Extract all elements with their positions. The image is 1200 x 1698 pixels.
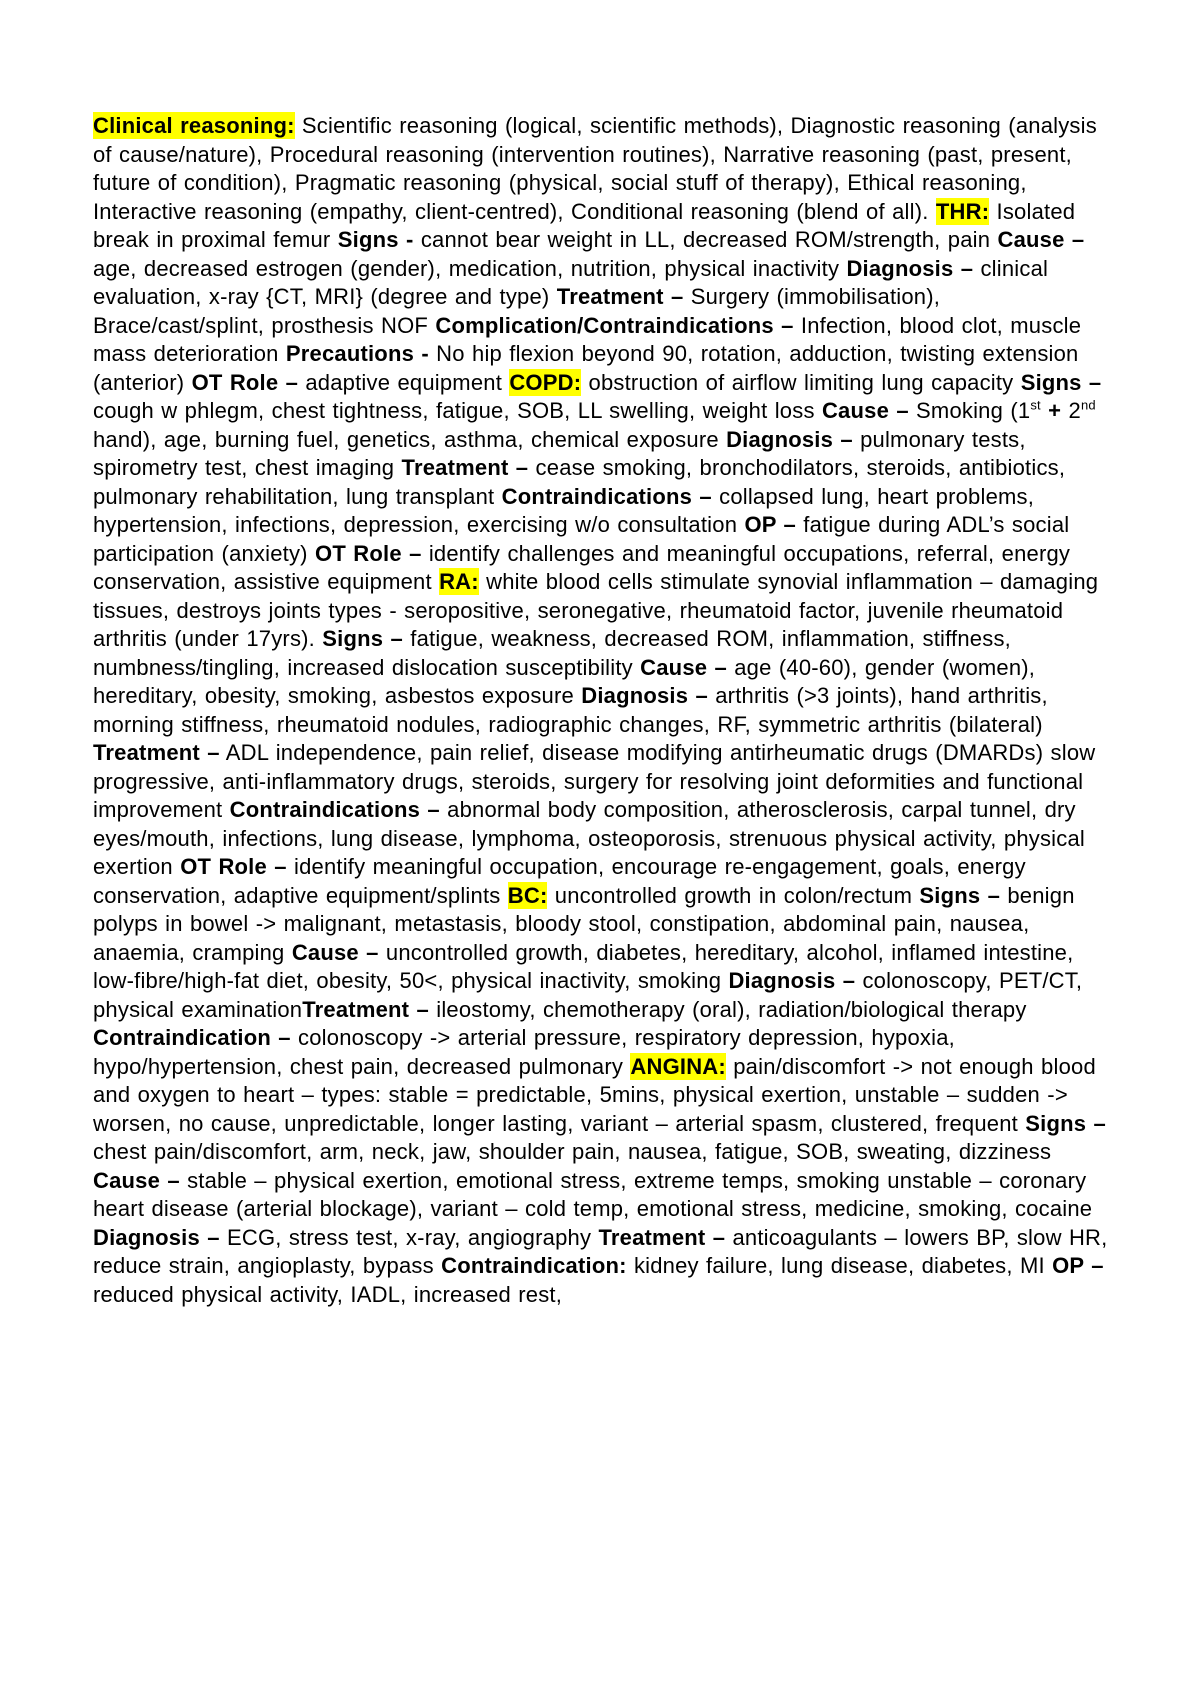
body-text-run: cannot bear weight in LL, decreased ROM/strength, pain — [413, 227, 998, 252]
highlighted-key-term: RA: — [439, 569, 479, 594]
body-text-run: reduced physical activity, IADL, increased rest, — [93, 1281, 563, 1307]
bold-subheading: Signs - — [337, 227, 414, 252]
bold-subheading: + — [1048, 398, 1062, 423]
bold-subheading: Diagnosis – — [726, 426, 853, 452]
body-text-run: ECG, stress test, x-ray, angiography — [219, 1224, 599, 1250]
body-text-run: hand), age, burning fuel, genetics, asthma, chemical exposure — [93, 426, 727, 452]
highlighted-key-term: ANGINA: — [630, 1053, 726, 1079]
bold-subheading: Treatment – — [401, 455, 529, 480]
body-text-run: cease smoking, bronchodilators, steroids, antibiotics, pulmonary rehabilitation, lung transplant — [93, 455, 1066, 509]
body-text-run: kidney failure, lung disease, diabetes, MI — [626, 1253, 1053, 1278]
body-text-run: cough w phlegm, chest tightness, fatigue, SOB, LL swelling, weight loss — [93, 398, 822, 423]
highlighted-key-term: COPD: — [509, 369, 582, 395]
body-text-run: abnormal body composition, atherosclerosis, carpal tunnel, dry eyes/mouth, infections, lung disease, lymphoma, osteoporosis, strenuous physical activity, physical exertion — [93, 797, 1085, 879]
bold-subheading: Signs – — [322, 626, 403, 651]
highlighted-key-term: Clinical reasoning: — [93, 113, 295, 138]
bold-subheading: Contraindication – — [93, 1025, 291, 1050]
body-text-run: ADL independence, pain relief, disease modifying antirheumatic drugs (DMARDs) slow progressive, anti-inflammatory drugs, steroids, surgery for resolving joint deformities and functional improvement — [93, 740, 1096, 822]
body-text-run: identify meaningful occupation, encourage re-engagement, goals, energy conservation, adaptive equipment/splints — [93, 854, 1026, 908]
body-text-run: chest pain/discomfort, arm, neck, jaw, shoulder pain, nausea, fatigue, SOB, sweating, dizziness — [93, 1139, 1052, 1164]
bold-subheading: Cause – — [93, 1167, 180, 1193]
highlighted-key-term: THR: — [935, 198, 990, 224]
bold-subheading: Treatment – — [598, 1224, 726, 1250]
bold-subheading: Complication/Contraindications – — [435, 312, 794, 338]
body-text-run: ileostomy, chemotherapy (oral), radiation/biological therapy — [428, 996, 1027, 1022]
body-text-run: benign polyps in bowel -> malignant, metastasis, bloody stool, constipation, abdominal pain, nausea, anaemia, cramping — [93, 882, 1075, 965]
body-text-run: uncontrolled growth in colon/rectum — [547, 882, 920, 908]
body-text-run: age, decreased estrogen (gender), medication, nutrition, physical inactivity — [93, 255, 847, 281]
body-text-run: obstruction of airflow limiting lung capacity — [581, 369, 1021, 395]
body-text-run: Surgery (immobilisation), Brace/cast/splint, prosthesis NOF — [93, 284, 941, 338]
bold-subheading: Diagnosis – — [728, 968, 856, 993]
bold-subheading: OP – — [744, 512, 796, 537]
body-text-run: Infection, blood clot, muscle mass deterioration — [93, 312, 1082, 366]
body-text-run: white blood cells stimulate synovial inflammation – damaging tissues, destroys joints types - seropositive, seronegative, rheumatoid factor, juvenile rheumatoid arthritis (under 17yrs). — [93, 569, 1099, 651]
body-text-run: Smoking (1 — [908, 398, 1031, 423]
bold-subheading: Treatment – — [93, 740, 220, 765]
body-text-run: fatigue, weakness, decreased ROM, inflammation, stiffness, numbness/tingling, increased dislocation susceptibility — [93, 626, 1011, 680]
body-text-run: pulmonary tests, spirometry test, chest imaging — [93, 426, 1026, 480]
body-text-run: 2 — [1061, 398, 1081, 423]
body-text-run: colonoscopy, PET/CT, physical examination — [93, 968, 1083, 1022]
bold-subheading: OP – — [1052, 1253, 1104, 1278]
bold-subheading: Contraindications – — [229, 797, 440, 822]
bold-subheading: Signs – — [1025, 1110, 1106, 1136]
bold-subheading: OT Role – — [191, 369, 299, 395]
bold-subheading: Diagnosis – — [581, 683, 708, 708]
body-text-run: pain/discomfort -> not enough blood and oxygen to heart – types: stable = predictable, 5mins, physical exertion, unstable – sudden -> worsen, no cause, unpredictable, longer lasting, variant – arterial spasm, clustered, frequent — [93, 1053, 1096, 1136]
bold-subheading: Signs – — [1020, 369, 1102, 395]
highlighted-key-term: BC: — [507, 882, 548, 908]
superscript-text: nd — [1080, 397, 1096, 413]
body-text-run: identify challenges and meaningful occupations, referral, energy conservation, assistive equipment — [93, 540, 1071, 594]
bold-subheading: Cause – — [821, 398, 909, 423]
body-text-run: fatigue during ADL’s social participation (anxiety) — [93, 512, 1070, 566]
bold-subheading: Cause – — [640, 654, 727, 680]
body-text-run: anticoagulants – lowers BP, slow HR, reduce strain, angioplasty, bypass — [93, 1224, 1108, 1278]
clinical-reasoning-notes-paragraph — [93, 112, 1109, 1309]
body-text-run: Isolated break in proximal femur — [93, 198, 1076, 252]
body-text-run: stable – physical exertion, emotional stress, extreme temps, smoking unstable – coronary heart disease (arterial blockage), variant – cold temp, emotional stress, medicine, smoking, cocaine — [93, 1167, 1093, 1221]
body-text-run: arthritis (>3 joints), hand arthritis, morning stiffness, rheumatoid nodules, radiographic changes, RF, symmetric arthritis (bilateral) — [93, 683, 1048, 737]
bold-subheading: Precautions - — [285, 341, 429, 366]
superscript-text: st — [1030, 397, 1041, 413]
bold-subheading: Contraindication: — [441, 1253, 627, 1278]
body-text-run: age (40-60), gender (women), hereditary, obesity, smoking, asbestos exposure — [93, 654, 1036, 708]
body-text-run: collapsed lung, heart problems, hypertension, infections, depression, exercising w/o consultation — [93, 483, 1035, 537]
bold-subheading: OT Role – — [315, 540, 422, 566]
bold-subheading: Cause – — [291, 939, 379, 965]
bold-subheading: Treatment – — [302, 996, 429, 1022]
body-text-run: Scientific reasoning (logical, scientific methods), Diagnostic reasoning (analysis of cause/nature), Procedural reasoning (intervention routines), Narrative reasoning (past, present, future of condition), Pragmatic reasoning (physical, social stuff of therapy), Ethical reasoning, Interactive reasoning (empathy, client-centred), Conditional reasoning (blend of all). — [93, 113, 1097, 224]
body-text-run: adaptive equipment — [298, 369, 510, 395]
bold-subheading: Treatment – — [556, 284, 684, 309]
body-text-run: colonoscopy -> arterial pressure, respiratory depression, hypoxia, hypo/hypertension, chest pain, decreased pulmonary — [93, 1025, 955, 1079]
bold-subheading: OT Role – — [180, 854, 287, 879]
bold-subheading: Diagnosis – — [93, 1224, 220, 1250]
bold-subheading: Cause – — [997, 227, 1085, 252]
bold-subheading: Signs – — [919, 882, 1001, 908]
bold-subheading: Diagnosis – — [846, 255, 974, 281]
body-text-run: clinical evaluation, x-ray {CT, MRI} (degree and type) — [93, 255, 1049, 309]
body-text-run: uncontrolled growth, diabetes, hereditary, alcohol, inflamed intestine, low-fibre/high-fat diet, obesity, 50<, physical inactivity, smoking — [93, 939, 1074, 993]
bold-subheading: Contraindications – — [501, 483, 712, 509]
body-text-run: No hip flexion beyond 90, rotation, adduction, twisting extension (anterior) — [93, 341, 1079, 395]
